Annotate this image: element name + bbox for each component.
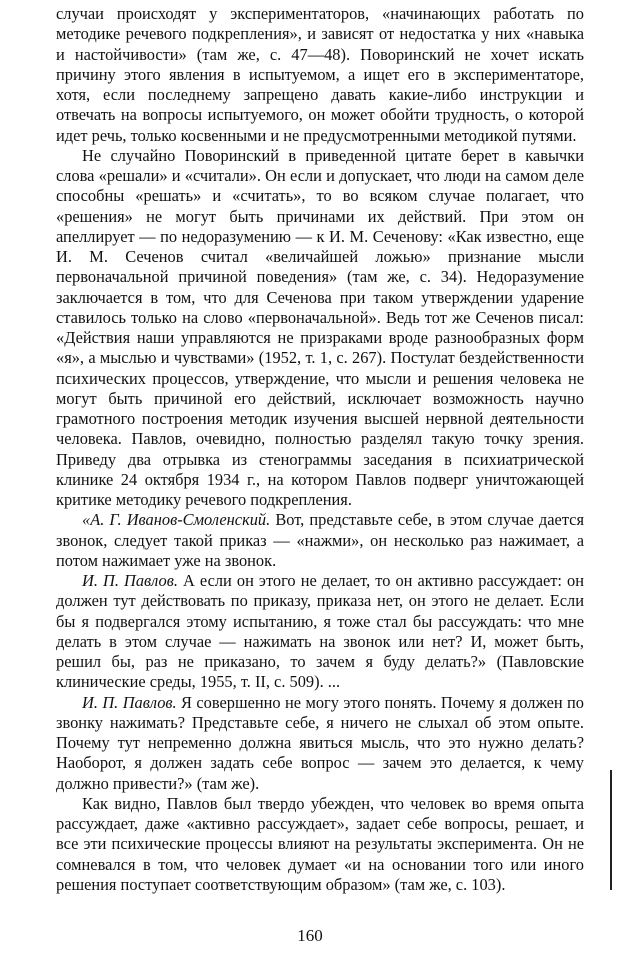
paragraph-5 bbox=[56, 693, 584, 794]
paragraph-5-text: Я совершенно не могу этого понять. Почему я должен по звонку нажимать? Представьте себе, я ничего не слыхал об этом опыте. Почему тут непременно должна явиться мысль, что это нужно делать? Наоборот, я должен задать себе вопрос — зачем это делается, к чему должно привести?» (там же). bbox=[56, 692, 584, 793]
page-number: 160 bbox=[297, 926, 323, 945]
paragraph-2 bbox=[56, 146, 584, 511]
paragraph-6-text: Как видно, Павлов был твердо убежден, что человек во время опыта рассуждает, даже «активно рассуждает», задает себе вопросы, решает, и все эти психические процессы влияют на результаты эксперимента. Он не сомневался в том, что человек думает «и на основании того или иного решения поступает соответствующим образом» (там же, с. 103). bbox=[56, 793, 584, 894]
speaker-pavlov-1: И. П. Павлов. bbox=[82, 571, 178, 590]
paragraph-6 bbox=[56, 794, 584, 895]
paragraph-1-text: случаи происходят у экспериментаторов, «начинающих работать по методике речевого подкрепления», и зависят от недостатка у них «навыка и настойчивости» (там же, с. 47—48). Поворинский не хочет искать причину этого явления в испытуемом, а ищет его в экспериментаторе, хотя, если последнему запрещено давать какие-либо инструкции и отвечать на вопросы испытуемого, он может обойти трудность, о которой идет речь, только косвенными и не предусмотренными методикой путями. bbox=[56, 4, 584, 145]
paragraph-1 bbox=[56, 4, 584, 146]
paragraph-4-text: А если он этого не делает, то он активно рассуждает: он должен тут действовать по приказу, приказа нет, он этого не делает. Если бы я подвергался этому испытанию, я тоже стал бы рассуждать: что мне делать в этом случае — нажимать на звонок или нет? И, может быть, решил бы, раз не приказано, то зачем я буду делать?» (Павловские клинические среды, 1955, т. II, с. 509). ... bbox=[56, 571, 585, 692]
page-body bbox=[56, 4, 584, 895]
paragraph-3 bbox=[56, 510, 584, 571]
scan-edge-mark bbox=[610, 770, 612, 890]
speaker-pavlov-2: И. П. Павлов. bbox=[82, 692, 177, 712]
speaker-ivanov-smolensky: «А. Г. Иванов-Смоленский. bbox=[82, 510, 271, 530]
paragraph-4 bbox=[56, 571, 584, 693]
paragraph-2-text: Не случайно Поворинский в приведенной цитате берет в кавычки слова «решали» и «считали». Он если и допускает, что люди на самом деле способны «решать» и «считать», то во всяком случае полагает, что «решения» не могут быть причинами их действий. При этом он апеллирует — по недоразумению — к И. М. Сеченову: «Как известно, еще И. М. Сеченов считал «величайшей ложью» признание мысли первоначальной причиной поведения» (там же, с. 34). Недоразумение заключается в том, что для Сеченова при таком утверждении ударение ставилось только на слово «первоначальной». Ведь тот же Сеченов писал: «Действия наши управляются не призраками вроде разнообразных форм «я», а мыслью и чувствами» (1952, т. 1, с. 267). Постулат бездейственности психических процессов, утверждение, что мысли и решения человека не могут быть причиной его действий, исключает возможность научно грамотного построения методик изучения высшей нервной деятельности человека. Павлов, очевидно, полностью разделял такую точку зрения. Приведу два отрывка из стенограммы заседания в психиатрической клинике 24 октября 1934 г., на котором Павлов подверг уничтожающей критике методику речевого подкрепления. bbox=[56, 145, 584, 509]
paragraph-3-text: Вот, представьте себе, в этом случае дается звонок, следует такой приказ — «нажми», он несколько раз нажимает, а потом нажимает уже на звонок. bbox=[56, 510, 584, 570]
